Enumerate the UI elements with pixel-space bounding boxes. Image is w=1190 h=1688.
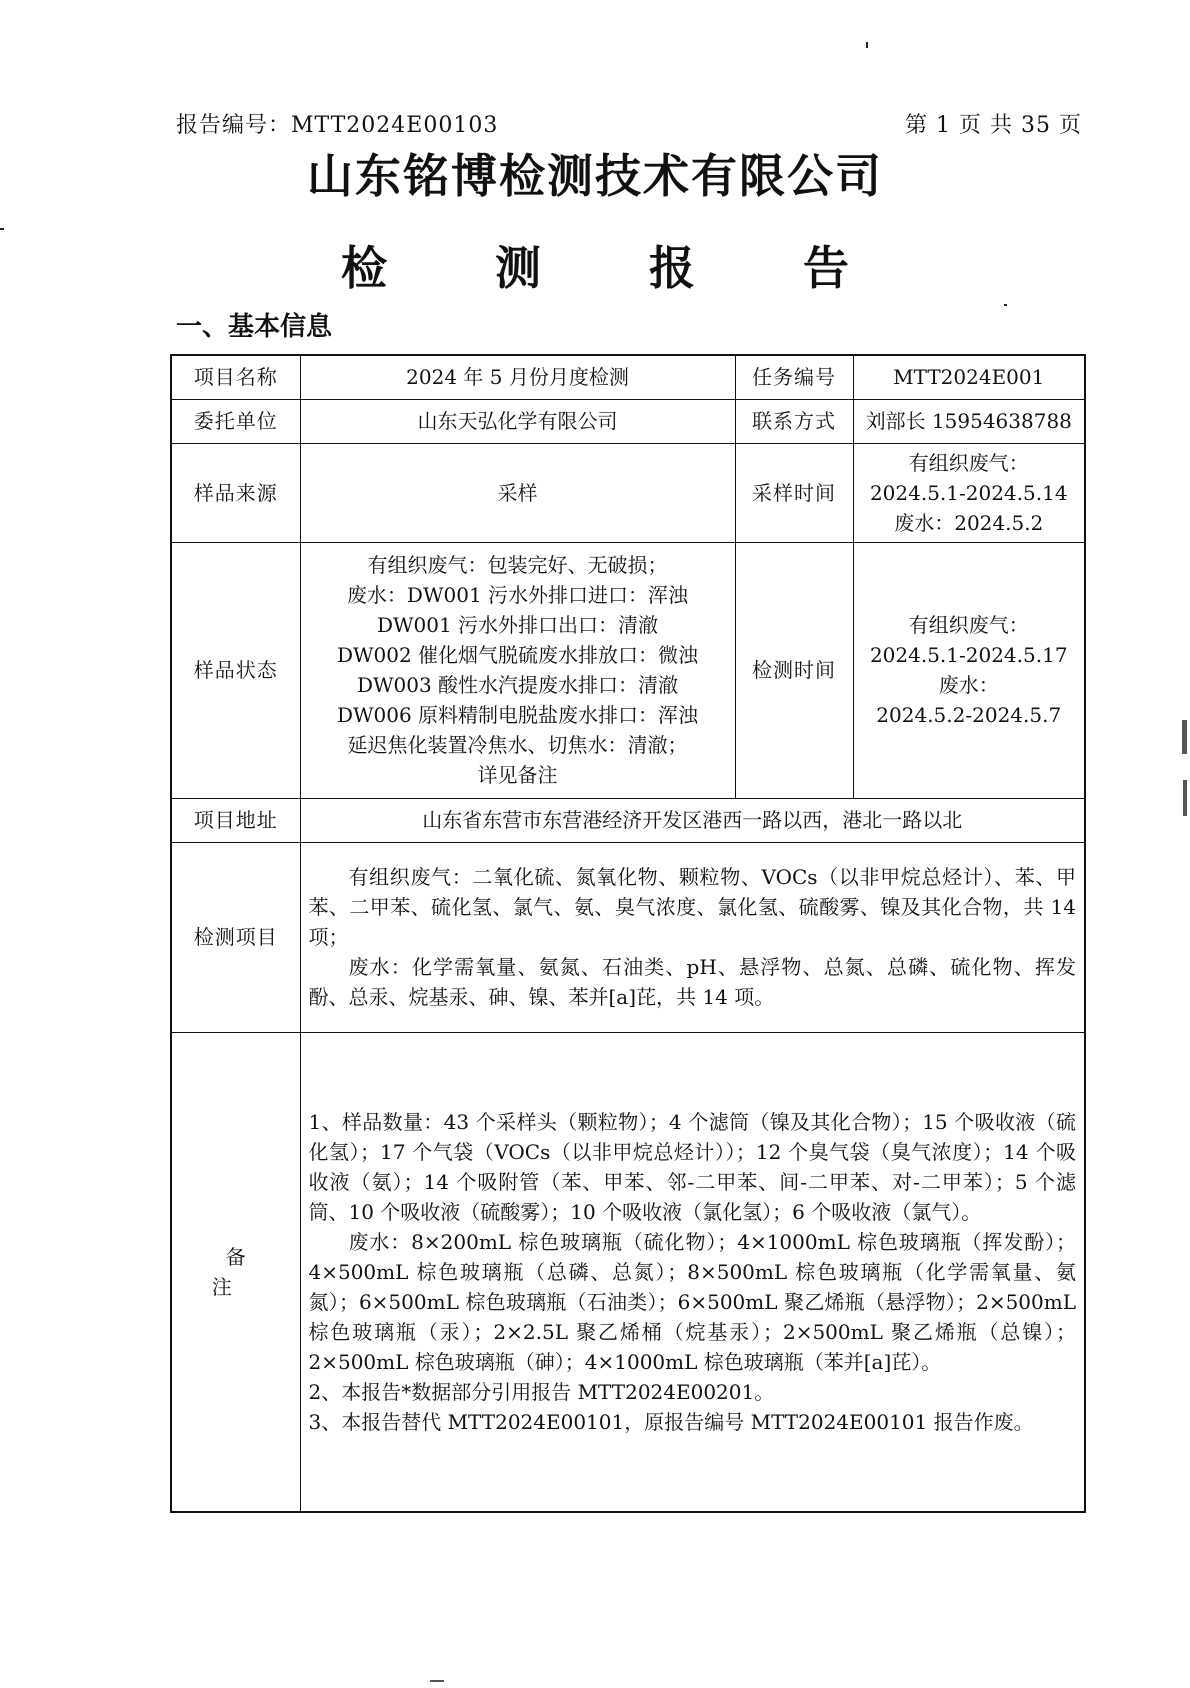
status-line: DW002 催化烟气脱硫废水排放口：微浊	[336, 643, 699, 667]
items-value	[300, 842, 1085, 1032]
task-no-value: MTT2024E001	[853, 355, 1085, 399]
scan-mark	[430, 1680, 444, 1682]
status-value	[300, 542, 735, 798]
sampling-time-line: 有组织废气：	[908, 450, 1029, 475]
basic-info-table	[170, 354, 1086, 1513]
table-row	[171, 842, 1085, 1032]
scan-mark	[1004, 304, 1007, 306]
status-label: 样品状态	[171, 542, 300, 798]
binding-edge-mark	[1182, 720, 1187, 754]
status-line: DW006 原料精制电脱盐废水排口：浑浊	[336, 703, 699, 727]
status-line: DW001 污水外排口出口：清澈	[376, 613, 659, 637]
binding-edge-mark	[1183, 780, 1187, 816]
status-line: 有组织废气：包装完好、无破损；	[367, 553, 668, 577]
scan-mark	[0, 228, 4, 230]
section-title: 一、基本信息	[176, 312, 333, 342]
table-row	[171, 1032, 1085, 1512]
sampling-time-line: 2024.5.1-2024.5.14	[869, 480, 1068, 505]
source-value: 采样	[300, 443, 735, 542]
scan-mark	[866, 42, 868, 48]
table-row	[171, 542, 1085, 798]
items-label: 检测项目	[171, 842, 300, 1032]
client-label: 委托单位	[171, 399, 300, 443]
status-line: 废水：DW001 污水外排口进口：浑浊	[346, 583, 689, 607]
sampling-time-value	[853, 443, 1085, 542]
address-value: 山东省东营市东营港经济开发区港西一路以西，港北一路以北	[300, 798, 1085, 842]
table-row	[171, 443, 1085, 542]
test-time-value	[853, 542, 1085, 798]
company-name: 山东铭博检测技术有限公司	[307, 149, 883, 203]
test-time-line: 2024.5.1-2024.5.17	[869, 643, 1068, 667]
items-water: 废水：化学需氧量、氨氮、石油类、pH、悬浮物、总氮、总磷、硫化物、挥发酚、总汞、烷基汞、砷、镍、苯并[a]芘，共 14 项。	[308, 955, 1076, 1009]
test-time-line: 2024.5.2-2024.5.7	[876, 703, 1062, 727]
sampling-time-label: 采样时间	[735, 443, 853, 542]
status-line: DW003 酸性水汽提废水排口：清澈	[356, 673, 679, 697]
status-line: 详见备注	[477, 763, 558, 787]
contact-value: 刘部长 15954638788	[853, 399, 1085, 443]
sampling-time-line: 废水：2024.5.2	[894, 510, 1044, 535]
remarks-label: 备注	[171, 1032, 300, 1512]
table-row	[171, 798, 1085, 842]
page-indicator: 第 1 页 共 35 页	[905, 113, 1082, 138]
remark-replacement: 3、本报告替代 MTT2024E00101，原报告编号 MTT2024E00101 报告作废。	[308, 1409, 1034, 1434]
status-line: 延迟焦化装置冷焦水、切焦水：清澈；	[347, 733, 688, 757]
test-time-line: 废水：	[938, 673, 999, 697]
remark-sample-count: 1、样品数量：43 个采样头（颗粒物）；4 个滤筒（镍及其化合物）；15 个吸收液（硫化氢）；17 个气袋（VOCs（以非甲烷总烃计））；12 个臭气袋（臭气浓度）；14 个吸收液（氨）；14 个吸附管（苯、甲苯、邻-二甲苯、间-二甲苯、对-二甲苯）；5 个滤筒、10 个吸收液（硫酸雾）；10 个吸收液（氯化氢）；6 个吸收液（氯气）。	[308, 1109, 1076, 1224]
test-time-line: 有组织废气：	[908, 613, 1029, 637]
task-no-label: 任务编号	[735, 355, 853, 399]
client-value: 山东天弘化学有限公司	[300, 399, 735, 443]
contact-label: 联系方式	[735, 399, 853, 443]
remark-data-reference: 2、本报告*数据部分引用报告 MTT2024E00201。	[308, 1379, 775, 1404]
report-number: 报告编号：MTT2024E00103	[176, 113, 499, 138]
address-label: 项目地址	[171, 798, 300, 842]
report-title: 检 测 报 告	[340, 241, 896, 295]
remark-water-containers: 废水：8×200mL 棕色玻璃瓶（硫化物）；4×1000mL 棕色玻璃瓶（挥发酚）；4×500mL 棕色玻璃瓶（总磷、总氮）；8×500mL 棕色玻璃瓶（化学需氧量、氨氮）；6×500mL 棕色玻璃瓶（石油类）；6×500mL 聚乙烯瓶（悬浮物）；2×500mL 棕色玻璃瓶（汞）；2×2.5L 聚乙烯桶（烷基汞）；2×500mL 聚乙烯瓶（总镍）；2×500mL 棕色玻璃瓶（砷）；4×1000mL 棕色玻璃瓶（苯并[a]芘）。	[308, 1229, 1076, 1374]
table-row	[171, 399, 1085, 443]
project-name-label: 项目名称	[171, 355, 300, 399]
table-row	[171, 355, 1085, 399]
project-name-value: 2024 年 5 月份月度检测	[300, 355, 735, 399]
test-time-label: 检测时间	[735, 542, 853, 798]
items-gas: 有组织废气：二氧化硫、氮氧化物、颗粒物、VOCs（以非甲烷总烃计）、苯、甲苯、二甲苯、硫化氢、氯气、氨、臭气浓度、氯化氢、硫酸雾、镍及其化合物，共 14 项；	[308, 865, 1076, 949]
source-label: 样品来源	[171, 443, 300, 542]
remarks-value	[300, 1032, 1085, 1512]
